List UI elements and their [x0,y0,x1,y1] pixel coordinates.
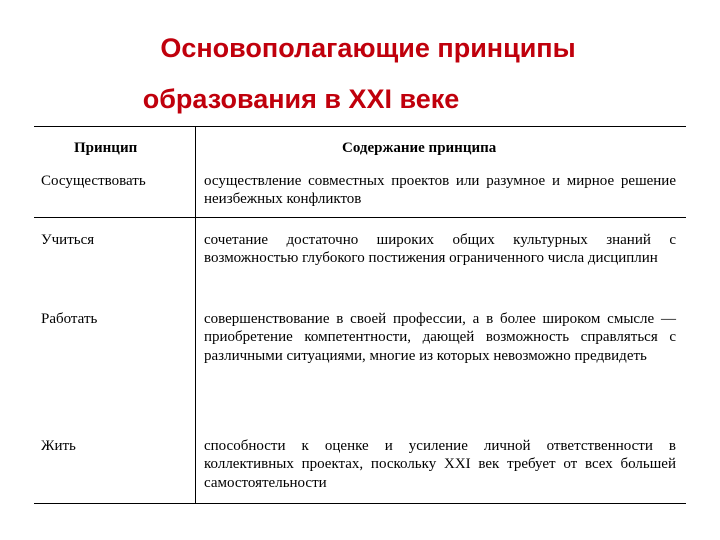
content-cell: сочетание достаточно широких общих культурных знаний с возможностью глубокого постижения ограниченного числа дисциплин [204,232,676,267]
principle-cell: Сосуществовать [41,173,146,189]
principle-cell: Жить [41,438,76,454]
slide-title-line-1: Основополагающие принципы [160,33,576,63]
header-content: Содержание принципа [342,140,497,156]
principle-cell: Работать [41,311,98,327]
principles-table [34,126,686,504]
content-cell: осуществление совместных проектов или разумное и мирное решение неизбежных конфликтов [204,173,676,208]
content-cell: способности к оценке и усиление личной ответственности в коллективных проектах, поскольку XXI век требует от всех большей самостоятельности [204,438,676,491]
row-divider [34,217,686,218]
column-divider [195,127,196,503]
principle-cell: Учиться [41,232,95,248]
slide-title-line-2: образования в XXI веке [142,84,460,114]
header-principle: Принцип [74,140,138,156]
content-cell: совершенствование в своей профессии, а в более широком смысле — приобретение компетентности, дающей возможность справляться с различными ситуациями, многие из которых невозможно предвидеть [204,311,676,364]
